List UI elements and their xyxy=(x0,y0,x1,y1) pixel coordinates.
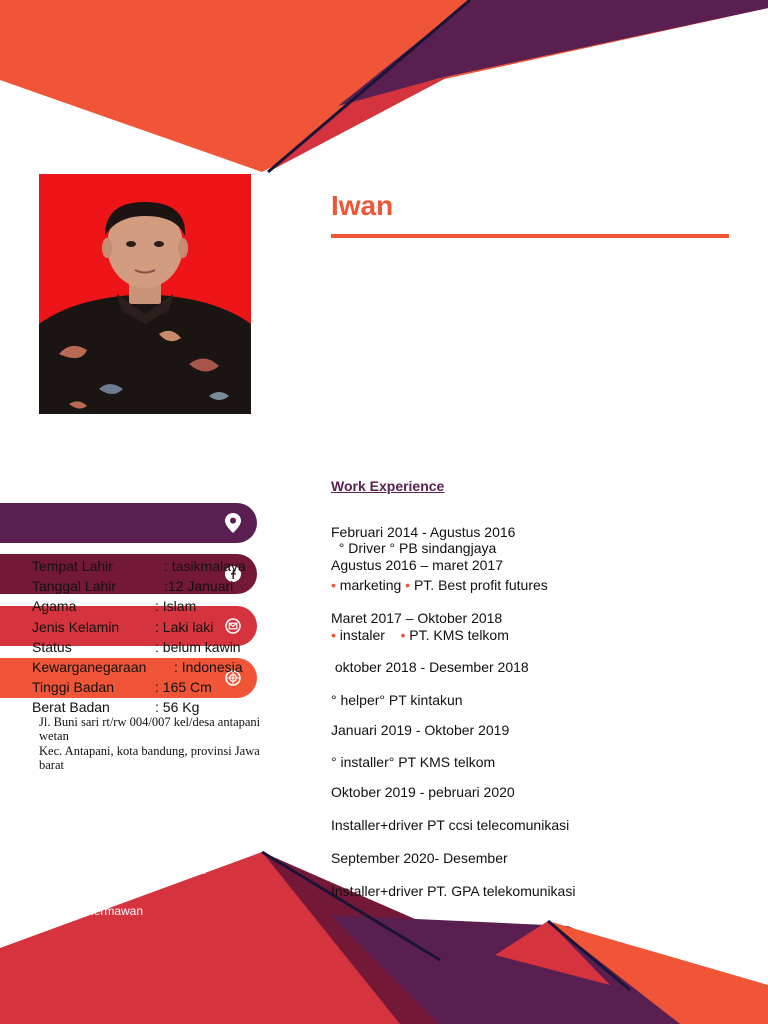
location-pin-icon xyxy=(223,513,243,533)
info-row-gender xyxy=(32,617,214,637)
info-value: :12 Januari xyxy=(164,578,234,595)
personal-info-list xyxy=(32,556,246,718)
mail-icon xyxy=(223,616,243,636)
info-value: : 56 Kg xyxy=(155,699,200,716)
work-entry-date: Agustus 2016 – maret 2017 xyxy=(331,557,504,573)
info-value: : Laki laki xyxy=(155,618,214,635)
work-company-text: PT. KMS telkom xyxy=(409,627,509,643)
bullet-icon: • xyxy=(400,627,406,643)
info-row-religion xyxy=(32,596,197,616)
info-label: Agama xyxy=(32,598,77,615)
work-entry-role: ° helper° PT kintakun xyxy=(331,692,463,708)
work-entry-role: ° installer° PT KMS telkom xyxy=(331,754,496,770)
info-row-birthplace xyxy=(32,556,246,576)
work-role-text: marketing xyxy=(339,577,402,593)
address-line: Kec. Antapani, kota bandung, provinsi Jawa barat xyxy=(39,744,260,772)
work-entry-role xyxy=(331,540,496,556)
work-entry-role: Installer+driver PT. GPA telekomunikasi xyxy=(331,883,576,899)
info-label: Tinggi Badan xyxy=(32,679,114,696)
bullet-icon: • xyxy=(331,577,336,593)
info-label: Tanggal Lahir xyxy=(32,578,117,595)
work-entry-role: Installer+driver PT ccsi telecomunikasi xyxy=(331,817,570,833)
address-line: Jl. Buni sari rt/rw 004/007 kel/desa antapani wetan xyxy=(39,715,261,743)
work-entry-date: Februari 2014 - Agustus 2016 xyxy=(331,524,516,540)
work-entry-date: Maret 2017 – Oktober 2018 xyxy=(331,610,503,626)
work-date-text: oktober 2018 - Desember 2018 xyxy=(334,659,529,675)
work-entry-date: September 2020- Desember xyxy=(331,850,508,866)
contact-bar-location xyxy=(0,503,257,543)
profile-photo xyxy=(39,174,251,414)
work-entry-date: Januari 2019 - Oktober 2019 xyxy=(331,722,510,738)
info-label: Jenis Kelamin xyxy=(32,618,120,635)
candidate-name: Iwan xyxy=(331,190,394,221)
info-label: Kewarganegaraan xyxy=(32,658,147,675)
work-company-text: PT. Best profit futures xyxy=(413,577,548,593)
info-value: : Indonesia xyxy=(174,658,243,675)
info-label: Status xyxy=(32,638,72,655)
bullet-icon: • xyxy=(405,577,411,593)
work-experience-heading: Work Experience xyxy=(331,478,445,494)
info-value: : tasikmalaya xyxy=(164,558,246,574)
email-text: .com xyxy=(180,863,207,877)
info-value: : belum kawin xyxy=(155,638,241,655)
bullet-icon: • xyxy=(331,627,336,643)
work-entry-role xyxy=(331,627,509,643)
info-value: : 165 Cm xyxy=(155,679,212,696)
social-handle-text: hermawan xyxy=(87,904,144,918)
info-label: Berat Badan xyxy=(32,699,110,716)
info-label: Tempat Lahir xyxy=(32,558,113,574)
info-value: : Islam xyxy=(155,598,197,615)
work-role-text: instaler xyxy=(339,627,385,643)
info-row-birthdate xyxy=(32,576,234,596)
name-underline-divider xyxy=(331,234,729,238)
address-block xyxy=(39,716,267,774)
info-row-height xyxy=(32,677,212,697)
work-role-text: ° Driver ° PB sindangjaya xyxy=(338,540,497,556)
info-row-status xyxy=(32,637,241,657)
info-row-nationality xyxy=(32,657,243,677)
work-entry-role xyxy=(331,577,548,593)
work-entry-date: Oktober 2019 - pebruari 2020 xyxy=(331,784,515,800)
work-entry-date xyxy=(331,659,529,675)
